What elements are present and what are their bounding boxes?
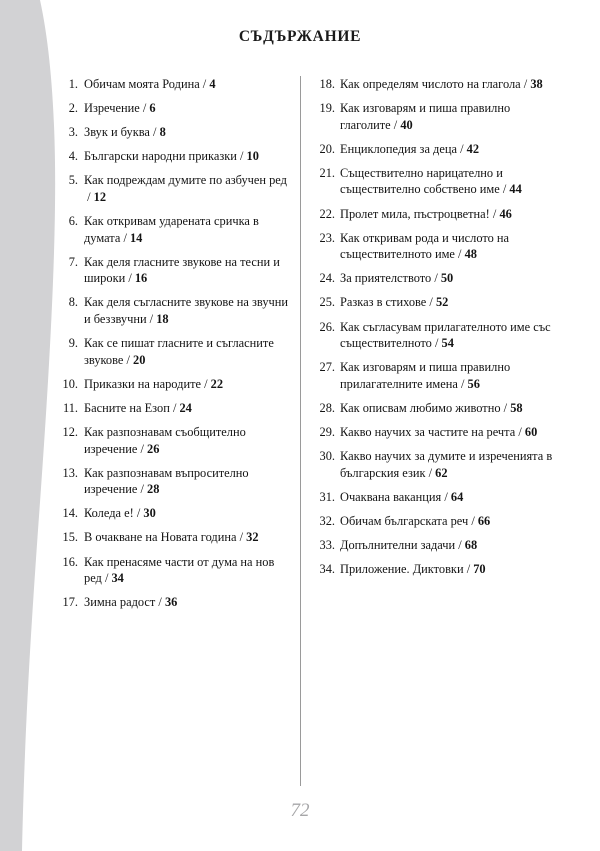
- toc-entry[interactable]: [60, 376, 292, 393]
- toc-separator: /: [431, 271, 441, 286]
- toc-separator: /: [125, 271, 135, 286]
- page-number-folio: 72: [290, 800, 310, 821]
- toc-entry-page: 24: [179, 400, 192, 415]
- toc-entry-number: 20.: [319, 141, 335, 156]
- column-divider: [300, 76, 301, 786]
- toc-entry-page: 36: [164, 595, 178, 610]
- toc-entry-number: 32.: [319, 513, 335, 528]
- toc-separator: /: [201, 376, 211, 391]
- toc-entry-title: Как подреждам думите по азбучен ред / 12: [84, 173, 287, 204]
- toc-entry-page: 30: [143, 506, 156, 521]
- toc-entry-number: 31.: [319, 489, 335, 504]
- toc-entry[interactable]: [313, 165, 561, 198]
- toc-column-left: [60, 76, 292, 618]
- toc-entry-title: Зимна радост / 36: [84, 595, 178, 610]
- toc-separator: /: [146, 312, 157, 327]
- toc-entry-title: Как деля гласните звукове на тесни и широки / 16: [84, 254, 280, 286]
- toc-entry-number: 13.: [62, 465, 78, 480]
- toc-entry-page: 12: [93, 189, 107, 204]
- toc-column-right: [313, 76, 561, 585]
- toc-entry[interactable]: [60, 148, 292, 165]
- toc-entry-page: 62: [435, 465, 448, 480]
- toc-entry-title: Очаквана ваканция / 64: [340, 489, 464, 504]
- toc-entry-title: В очакване на Новата година / 32: [84, 530, 259, 545]
- toc-entry-title: Как пренасяме части от дума на нов ред / 34: [84, 554, 275, 586]
- toc-separator: /: [390, 117, 401, 132]
- toc-entry-page: 10: [246, 149, 259, 164]
- toc-entry-page: 42: [466, 141, 480, 156]
- toc-entry-title: Допълнителни задачи / 68: [340, 537, 478, 552]
- toc-separator: /: [155, 595, 165, 610]
- toc-entry-number: 10.: [62, 376, 78, 391]
- toc-separator: /: [84, 189, 94, 204]
- toc-entry-title: Обичам българската реч / 66: [340, 513, 491, 528]
- toc-separator: /: [455, 537, 465, 552]
- toc-entry[interactable]: [313, 424, 561, 441]
- toc-entry-page: 32: [246, 530, 259, 545]
- toc-entry[interactable]: [60, 124, 292, 141]
- toc-entry-title: Как деля съгласните звукове на звучни и беззвучни / 18: [84, 295, 289, 327]
- toc-separator: /: [120, 230, 130, 245]
- toc-entry-title: Енциклопедия за деца / 42: [340, 141, 480, 156]
- toc-separator: /: [520, 77, 531, 91]
- toc-entry-title: Изречение / 6: [84, 101, 156, 116]
- toc-entry-page: 64: [450, 489, 464, 504]
- toc-entry-number: 19.: [319, 101, 335, 116]
- toc-entry-title: Как откривам ударената сричка в думата / 14: [84, 214, 259, 245]
- toc-entry-page: 52: [435, 295, 449, 310]
- toc-separator: /: [454, 247, 465, 262]
- toc-entry-page: 22: [210, 376, 224, 391]
- toc-entry[interactable]: [60, 400, 292, 417]
- toc-separator: /: [431, 336, 442, 351]
- toc-entry-number: 16.: [62, 554, 78, 569]
- toc-entry-page: 28: [147, 482, 160, 497]
- toc-entry-title: Звук и буква / 8: [84, 125, 166, 140]
- toc-entry[interactable]: [60, 213, 292, 246]
- toc-entry-title: Как определям числото на глагола / 38: [340, 77, 543, 91]
- toc-entry-page: 20: [133, 352, 146, 367]
- toc-entry[interactable]: [60, 76, 292, 93]
- toc-entry[interactable]: [313, 400, 561, 417]
- toc-entry-page: 66: [477, 513, 491, 528]
- toc-separator: /: [137, 441, 148, 456]
- toc-entry-title: Как разпознавам въпросително изречение / 28: [84, 465, 249, 497]
- toc-separator: /: [137, 482, 148, 497]
- toc-entry-page: 34: [111, 571, 124, 586]
- toc-entry-title: Какво научих за частите на речта / 60: [340, 425, 538, 439]
- toc-entry[interactable]: [60, 465, 292, 498]
- toc-entry-number: 22.: [319, 206, 335, 221]
- toc-entry-page: 38: [530, 77, 543, 91]
- toc-separator: /: [149, 125, 160, 140]
- toc-separator: /: [515, 425, 525, 439]
- toc-entry[interactable]: [313, 230, 561, 263]
- toc-entry[interactable]: [60, 529, 292, 546]
- toc-entry[interactable]: [60, 594, 292, 611]
- toc-entry-number: 29.: [319, 425, 335, 439]
- toc-entry[interactable]: [60, 505, 292, 522]
- toc-entry[interactable]: [313, 141, 561, 158]
- toc-separator: /: [500, 400, 511, 415]
- toc-entry-number: 6.: [68, 214, 78, 229]
- toc-entry[interactable]: [313, 448, 561, 481]
- toc-entry-number: 7.: [68, 254, 78, 269]
- toc-entry-title: Как се пишат гласните и съгласните звукове / 20: [84, 336, 274, 367]
- toc-entry-page: 46: [499, 206, 512, 221]
- toc-entry-title: Как описвам любимо животно / 58: [340, 400, 523, 415]
- toc-entry[interactable]: [313, 319, 561, 352]
- toc-entry-number: 12.: [62, 425, 78, 439]
- toc-entry[interactable]: [313, 537, 561, 554]
- toc-entry-number: 4.: [68, 149, 78, 164]
- toc-entry[interactable]: [313, 270, 561, 287]
- toc-separator: /: [457, 376, 468, 391]
- toc-separator: /: [499, 182, 510, 197]
- toc-entry-number: 33.: [319, 537, 335, 552]
- toc-entry-page: 16: [134, 271, 148, 286]
- toc-entry-number: 24.: [319, 271, 335, 286]
- toc-entry-number: 8.: [68, 295, 78, 310]
- toc-entry[interactable]: [313, 100, 561, 133]
- toc-separator: /: [457, 141, 467, 156]
- toc-entry-number: 26.: [319, 319, 335, 334]
- toc-entry-title: Съществително нарицателно и съществително собствено име / 44: [340, 165, 522, 197]
- toc-entry-title: За приятелството / 50: [340, 271, 454, 286]
- toc-entry-page: 48: [464, 247, 477, 262]
- toc-entry-number: 21.: [319, 165, 335, 180]
- toc-entry-page: 50: [440, 271, 454, 286]
- toc-entry[interactable]: [60, 424, 292, 457]
- toc-entry-number: 2.: [68, 101, 78, 116]
- toc-entry-page: 60: [524, 425, 538, 439]
- toc-entry-number: 5.: [68, 173, 78, 188]
- toc-entry-number: 17.: [62, 595, 78, 610]
- toc-entry[interactable]: [60, 294, 292, 327]
- toc-entry-number: 15.: [62, 530, 78, 545]
- toc-entry-number: 27.: [319, 360, 335, 375]
- toc-separator: /: [463, 562, 474, 577]
- toc-separator: /: [101, 571, 112, 586]
- toc-entry-page: 14: [129, 230, 143, 245]
- toc-entry-title: Обичам моята Родина / 4: [84, 77, 216, 91]
- toc-entry-number: 14.: [62, 506, 78, 521]
- toc-entry-title: Приказки на народите / 22: [84, 376, 224, 391]
- toc-entry-title: Как разпознавам съобщително изречение / 26: [84, 425, 246, 456]
- toc-entry-number: 23.: [319, 230, 335, 245]
- toc-entry[interactable]: [313, 294, 561, 311]
- toc-entry-title: Как съгласувам прилагателното име със съществителното / 54: [340, 319, 551, 351]
- toc-entry-page: 40: [400, 117, 413, 132]
- toc-entry-number: 1.: [68, 77, 78, 91]
- toc-entry-number: 28.: [319, 400, 335, 415]
- toc-entry[interactable]: [60, 100, 292, 117]
- toc-entry-number: 25.: [319, 295, 335, 310]
- toc-entry[interactable]: [313, 359, 561, 392]
- toc-entry-page: 6: [149, 101, 156, 116]
- toc-separator: /: [133, 506, 144, 521]
- toc-entry-title: Как изговарям и пиша правилно глаголите / 40: [340, 101, 511, 132]
- toc-entry-number: 3.: [68, 125, 78, 140]
- toc-entry-title: Как изговарям и пиша правилно прилагателните имена / 56: [340, 360, 511, 391]
- toc-separator: /: [236, 530, 247, 545]
- toc-entry-title: Басните на Езоп / 24: [84, 400, 192, 415]
- toc-entry[interactable]: [60, 554, 292, 587]
- toc-entry[interactable]: [313, 489, 561, 506]
- toc-entry-page: 44: [509, 182, 522, 197]
- toc-entry-title: Приложение. Диктовки / 70: [340, 562, 486, 577]
- toc-separator: /: [236, 149, 247, 164]
- toc-entry-page: 70: [473, 562, 486, 577]
- toc-separator: /: [123, 352, 134, 367]
- toc-separator: /: [441, 489, 451, 504]
- toc-separator: /: [468, 513, 478, 528]
- toc-entry-page: 56: [467, 376, 480, 391]
- toc-separator: /: [169, 400, 180, 415]
- toc-entry[interactable]: [313, 76, 561, 93]
- toc-entry[interactable]: [60, 254, 292, 287]
- toc-entry[interactable]: [60, 335, 292, 368]
- toc-entry-number: 18.: [319, 77, 335, 91]
- toc-entry-page: 54: [441, 336, 454, 351]
- page-title: СЪДЪРЖАНИЕ: [238, 28, 362, 45]
- toc-entry-page: 18: [156, 312, 169, 327]
- toc-entry-number: 9.: [68, 336, 78, 351]
- toc-entry-number: 30.: [319, 449, 335, 464]
- toc-entry-page: 8: [159, 125, 166, 140]
- toc-entry-title: Разказ в стихове / 52: [340, 295, 449, 310]
- toc-separator: /: [425, 465, 436, 480]
- toc-separator: /: [139, 101, 150, 116]
- toc-entry-page: 68: [464, 537, 478, 552]
- toc-entry[interactable]: [60, 172, 292, 205]
- toc-entry[interactable]: [313, 561, 561, 578]
- toc-entry-page: 58: [510, 400, 523, 415]
- toc-entry-page: 4: [209, 77, 216, 91]
- toc-entry-title: Как откривам рода и числото на съществителното име / 48: [340, 230, 510, 262]
- toc-entry-title: Български народни приказки / 10: [84, 149, 259, 164]
- toc-entry-title: Пролет мила, пъстроцветна! / 46: [340, 206, 512, 221]
- toc-separator: /: [489, 206, 500, 221]
- toc-entry[interactable]: [313, 513, 561, 530]
- toc-entry[interactable]: [313, 206, 561, 223]
- toc-entry-number: 34.: [319, 562, 335, 577]
- toc-entry-page: 26: [147, 441, 160, 456]
- toc-separator: /: [199, 77, 210, 91]
- toc-entry-number: 11.: [62, 400, 78, 415]
- toc-separator: /: [426, 295, 436, 310]
- toc-entry-title: Какво научих за думите и изреченията в българския език / 62: [340, 449, 553, 480]
- toc-entry-title: Коледа е! / 30: [84, 506, 156, 521]
